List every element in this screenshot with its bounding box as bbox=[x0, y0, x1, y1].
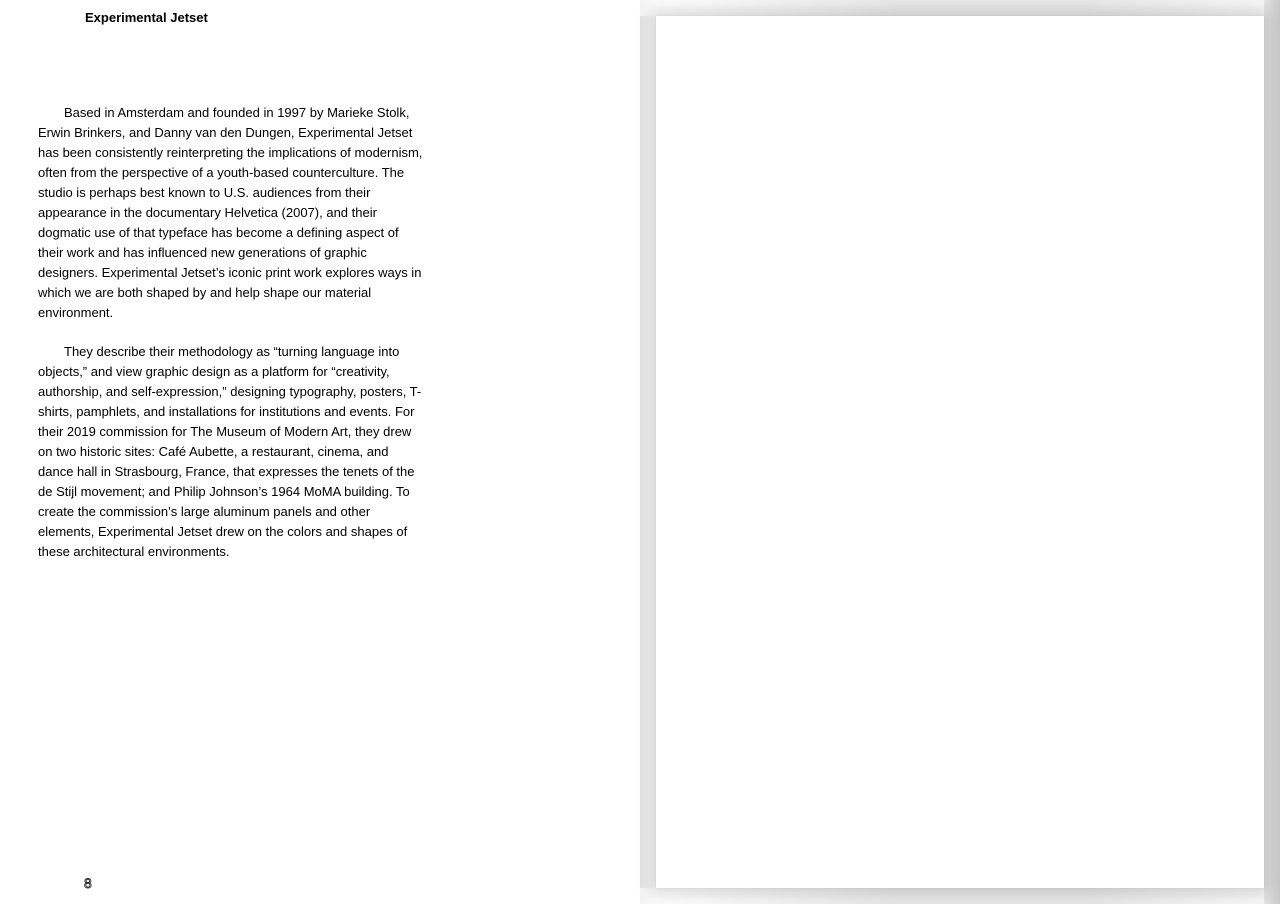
paragraph-2: They describe their methodology as “turning language into objects,” and view graphic design as a platform for “creativity, authorship, and self-expression,” designing typography, posters, T-shirts, pamphlets, and installations for institutions and events. For their 2019 commission for The Museum of Modern Art, they drew on two historic sites: Café Aubette, a restaurant, cinema, and dance hall in Strasbourg, France, that expresses the tenets of the de Stijl movement; and Philip Johnson’s 1964 MoMA building. To create the commission’s large aluminum panels and other elements, Experimental Jetset drew on the colors and shapes of these architectural environments. bbox=[38, 344, 422, 559]
page-number: 8 bbox=[84, 875, 92, 891]
body-text bbox=[38, 103, 423, 562]
page-shadow-right bbox=[1264, 0, 1280, 904]
blank-page bbox=[656, 16, 1264, 888]
page-shadow-top bbox=[640, 0, 1280, 16]
right-page bbox=[640, 0, 1280, 904]
running-head: Experimental Jetset bbox=[85, 10, 208, 25]
page-shadow-bottom bbox=[640, 888, 1280, 904]
paragraph-1: Based in Amsterdam and founded in 1997 by Marieke Stolk, Erwin Brinkers, and Danny van den Dungen, Experimental Jetset has been consistently reinterpreting the implications of modernism, often from the perspective of a youth-based counterculture. The studio is perhaps best known to U.S. audiences from their appearance in the documentary Helvetica (2007), and their dogmatic use of that typeface has become a defining aspect of their work and has influenced new generations of graphic designers. Experimental Jetset’s iconic print work explores ways in which we are both shaped by and help shape our material environment. bbox=[38, 105, 423, 320]
